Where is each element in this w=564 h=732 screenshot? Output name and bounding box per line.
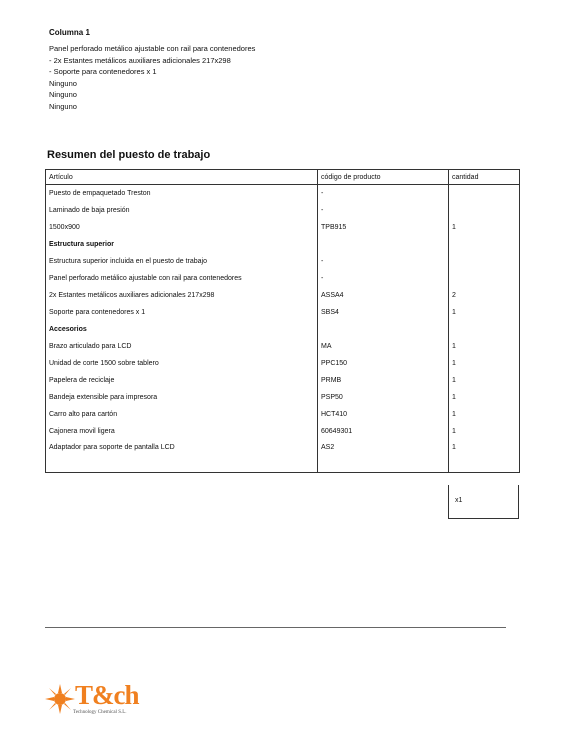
column-line: Panel perforado metálico ajustable con rail para contenedores bbox=[49, 44, 256, 53]
column-line: Ninguno bbox=[49, 90, 77, 99]
cell-qty: 1 bbox=[449, 440, 520, 473]
cell-article: Soporte para contenedores x 1 bbox=[46, 304, 318, 321]
cell-article: Puesto de empaquetado Treston bbox=[46, 185, 318, 203]
table-row bbox=[46, 253, 520, 270]
cell-qty bbox=[449, 270, 520, 287]
cell-qty: 1 bbox=[449, 406, 520, 423]
header-article: Artículo bbox=[46, 170, 318, 185]
cell-article: Adaptador para soporte de pantalla LCD bbox=[46, 440, 318, 473]
header-code: código de producto bbox=[318, 170, 449, 185]
column-line: - Soporte para contenedores x 1 bbox=[49, 67, 157, 76]
table-row bbox=[46, 185, 520, 203]
table-row bbox=[46, 219, 520, 236]
cell-code: AS2 bbox=[318, 440, 449, 473]
table-row bbox=[46, 423, 520, 440]
empty-cell bbox=[318, 321, 449, 338]
cell-code: PRMB bbox=[318, 372, 449, 389]
section-row bbox=[46, 236, 520, 253]
cell-qty: 1 bbox=[449, 372, 520, 389]
cell-qty: 1 bbox=[449, 389, 520, 406]
cell-article: Estructura superior incluida en el puesto de trabajo bbox=[46, 253, 318, 270]
cell-article: 1500x900 bbox=[46, 219, 318, 236]
cell-code: - bbox=[318, 185, 449, 203]
cell-article: Cajonera movil ligera bbox=[46, 423, 318, 440]
cell-qty: 1 bbox=[449, 338, 520, 355]
cell-qty bbox=[449, 202, 520, 219]
cell-code: ASSA4 bbox=[318, 287, 449, 304]
cell-qty: 1 bbox=[449, 219, 520, 236]
cell-code: HCT410 bbox=[318, 406, 449, 423]
column-title: Columna 1 bbox=[49, 28, 90, 37]
table-row bbox=[46, 372, 520, 389]
table-row bbox=[46, 406, 520, 423]
cell-code: 60649301 bbox=[318, 423, 449, 440]
cell-code: - bbox=[318, 253, 449, 270]
cell-qty: 1 bbox=[449, 355, 520, 372]
empty-cell bbox=[449, 236, 520, 253]
table-row bbox=[46, 304, 520, 321]
cell-code: - bbox=[318, 202, 449, 219]
empty-cell bbox=[318, 236, 449, 253]
total-box bbox=[448, 485, 519, 519]
table-row bbox=[46, 287, 520, 304]
company-logo bbox=[45, 680, 185, 720]
summary-title: Resumen del puesto de trabajo bbox=[47, 149, 211, 161]
empty-cell bbox=[449, 321, 520, 338]
table-row bbox=[46, 202, 520, 219]
cell-article: Carro alto para cartón bbox=[46, 406, 318, 423]
cell-qty bbox=[449, 253, 520, 270]
cell-code: TPB915 bbox=[318, 219, 449, 236]
cell-code: PSP50 bbox=[318, 389, 449, 406]
table-header-row bbox=[46, 170, 520, 185]
cell-qty: 1 bbox=[449, 423, 520, 440]
cell-code: MA bbox=[318, 338, 449, 355]
total-value: x1 bbox=[455, 497, 463, 504]
column-line: Ninguno bbox=[49, 101, 77, 111]
cell-article: Bandeja extensible para impresora bbox=[46, 389, 318, 406]
section-row bbox=[46, 321, 520, 338]
summary-table bbox=[45, 169, 520, 473]
cell-qty: 1 bbox=[449, 304, 520, 321]
table-row bbox=[46, 270, 520, 287]
cell-code: - bbox=[318, 270, 449, 287]
table-row bbox=[46, 389, 520, 406]
cell-article: Laminado de baja presión bbox=[46, 202, 318, 219]
cell-article: Unidad de corte 1500 sobre tablero bbox=[46, 355, 318, 372]
table-row bbox=[46, 355, 520, 372]
cell-code: PPC150 bbox=[318, 355, 449, 372]
column-line: Ninguno bbox=[49, 78, 77, 88]
footer-divider bbox=[45, 627, 506, 628]
cell-article: Brazo articulado para LCD bbox=[46, 338, 318, 355]
table-row bbox=[46, 338, 520, 355]
cell-article: Panel perforado metálico ajustable con rail para contenedores bbox=[46, 270, 318, 287]
logo-subtitle: Technology Chemical S.L. bbox=[73, 710, 127, 715]
column-line: - 2x Estantes metálicos auxiliares adicionales 217x298 bbox=[49, 55, 231, 65]
cell-qty bbox=[449, 185, 520, 203]
cell-qty: 2 bbox=[449, 287, 520, 304]
cell-article: 2x Estantes metálicos auxiliares adicionales 217x298 bbox=[46, 287, 318, 304]
column-lines bbox=[49, 43, 255, 112]
logo-text: T&ch bbox=[75, 680, 139, 710]
table-row bbox=[46, 440, 520, 473]
section-label: Accesorios bbox=[46, 321, 318, 338]
cell-article: Papelera de reciclaje bbox=[46, 372, 318, 389]
cell-code: SBS4 bbox=[318, 304, 449, 321]
sun-icon bbox=[45, 684, 75, 714]
section-label: Estructura superior bbox=[46, 236, 318, 253]
header-qty: cantidad bbox=[449, 170, 520, 185]
